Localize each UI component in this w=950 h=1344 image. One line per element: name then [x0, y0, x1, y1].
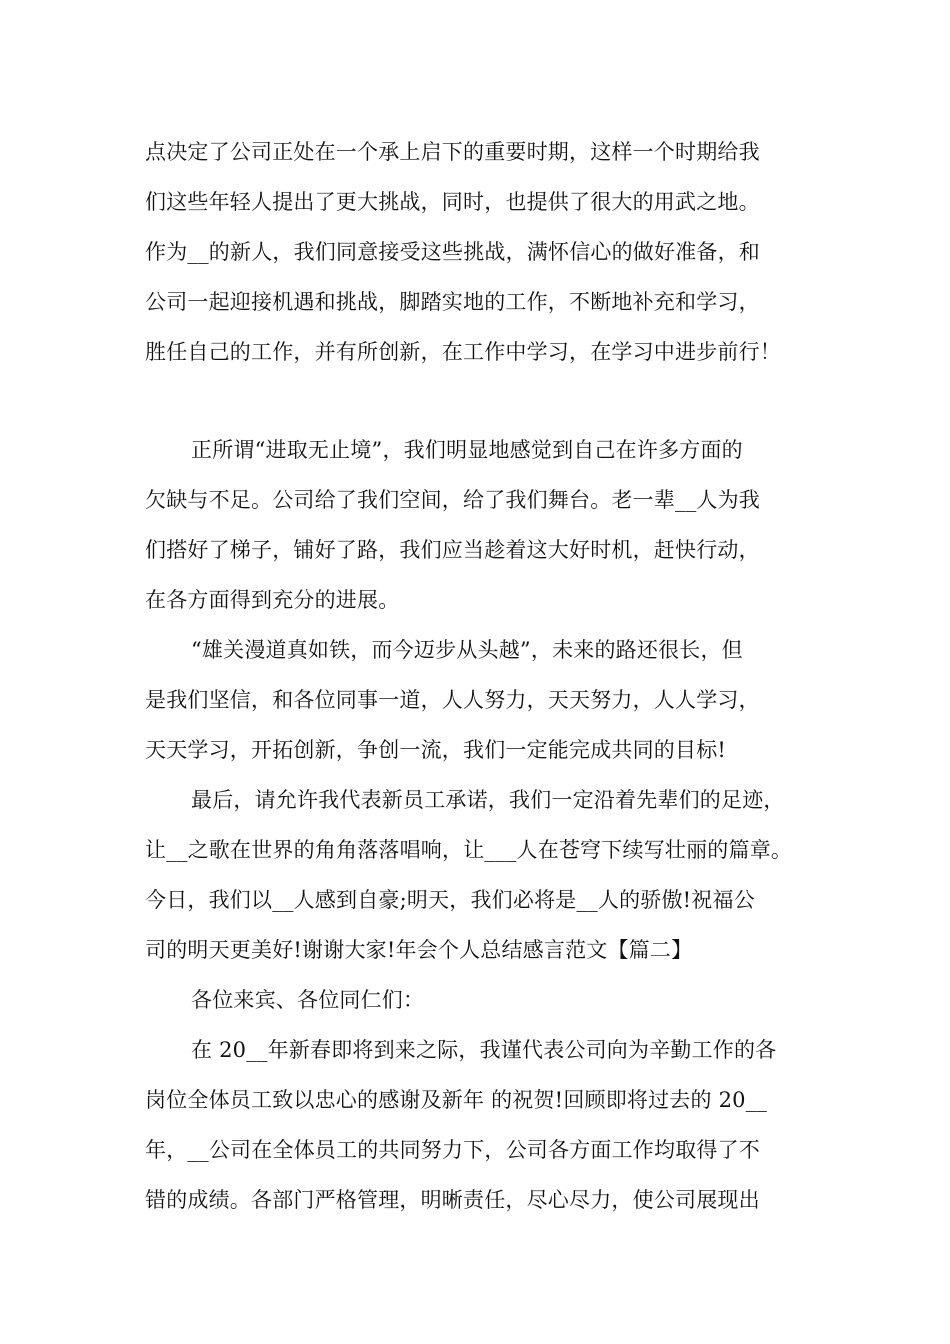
paragraph-1-line-4: 公司一起迎接机遇和挑战，脚踏实地的工作，不断地补充和学习， [145, 290, 760, 314]
paragraph-3-line-2: 是我们坚信，和各位同事一道，人人努力，天天努力，人人学习， [145, 688, 760, 712]
paragraph-4-line-4: 司的明天更美好!谢谢大家!年会个人总结感言范文【篇二】 [145, 938, 693, 962]
paragraph-4-line-2: 让__之歌在世界的角角落落唱响，让___人在苍穹下续写壮丽的篇章。 [145, 838, 793, 862]
paragraph-2-line-1: 正所谓“进取无止境”，我们明显地感觉到自己在许多方面的 [191, 438, 743, 462]
paragraph-1-line-5: 胜任自己的工作，并有所创新，在工作中学习，在学习中进步前行！ [145, 340, 781, 364]
paragraph-4-line-1: 最后，请允许我代表新员工承诺，我们一定沿着先辈们的足迹， [191, 788, 785, 812]
paragraph-6-line-3: 年，__公司在全体员工的共同努力下，公司各方面工作均取得了不 [145, 1138, 760, 1162]
paragraph-1-line-1: 点决定了公司正处在一个承上启下的重要时期，这样一个时期给我 [145, 140, 760, 164]
paragraph-6-line-2: 岗位全体员工致以忠心的感谢及新年 的祝贺!回顾即将过去的 20__ [145, 1088, 768, 1112]
paragraph-5-line-1: 各位来宾、各位同仁们： [191, 988, 425, 1012]
paragraph-1-line-3: 作为__的新人，我们同意接受这些挑战，满怀信心的做好准备，和 [145, 240, 760, 264]
paragraph-4-line-3: 今日，我们以__人感到自豪;明天，我们必将是__人的骄傲!祝福公 [145, 888, 755, 912]
paragraph-1-line-2: 们这些年轻人提出了更大挑战，同时，也提供了很大的用武之地。 [145, 190, 760, 214]
paragraph-2-line-3: 们搭好了梯子，铺好了路，我们应当趁着这大好时机，赶快行动， [145, 538, 760, 562]
paragraph-2-line-4: 在各方面得到充分的进展。 [145, 588, 400, 612]
paragraph-3-line-3: 天天学习，开拓创新，争创一流，我们一定能完成共同的目标! [145, 738, 727, 762]
paragraph-6-line-4: 错的成绩。各部门严格管理，明晰责任，尽心尽力，使公司展现出 [145, 1188, 760, 1212]
paragraph-6-line-1: 在 20__年新春即将到来之际，我谨代表公司向为辛勤工作的各 [191, 1038, 777, 1062]
paragraph-2-line-2: 欠缺与不足。公司给了我们空间，给了我们舞台。老一辈__人为我 [145, 488, 760, 512]
paragraph-3-line-1: “雄关漫道真如铁，而今迈步从头越”，未来的路还很长，但 [191, 638, 743, 662]
